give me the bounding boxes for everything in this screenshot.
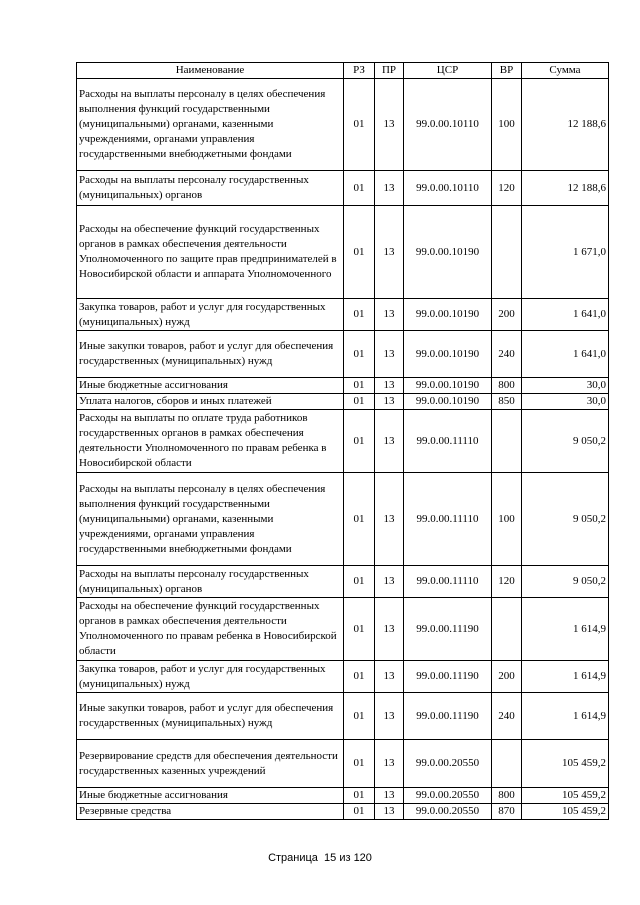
cell-rz: 01 (344, 788, 375, 804)
cell-vr (492, 410, 522, 473)
cell-rz: 01 (344, 473, 375, 566)
page-number: Страница 15 из 120 (268, 852, 372, 864)
cell-vr: 100 (492, 79, 522, 171)
cell-vr: 120 (492, 566, 522, 598)
cell-sum: 105 459,2 (522, 788, 609, 804)
table-row (77, 410, 609, 473)
cell-sum: 1 614,9 (522, 598, 609, 661)
cell-csr: 99.0.00.20550 (404, 788, 492, 804)
cell-name: Расходы на выплаты по оплате труда работников государственных органов в рамках обеспечения деятельности Уполномоченного по правам ребенка в Новосибирской области (77, 410, 344, 473)
cell-sum: 12 188,6 (522, 171, 609, 206)
cell-csr: 99.0.00.10190 (404, 378, 492, 394)
cell-rz: 01 (344, 206, 375, 299)
cell-sum: 9 050,2 (522, 566, 609, 598)
table-row (77, 788, 609, 804)
cell-name: Расходы на выплаты персоналу в целях обеспечения выполнения функций государственными (муниципальными) органами, казенными учреждениями, органами управления государственными внебюджетными фондами (77, 79, 344, 171)
cell-name: Уплата налогов, сборов и иных платежей (77, 394, 344, 410)
header-name: Наименование (77, 63, 344, 79)
cell-pr: 13 (375, 788, 404, 804)
cell-pr: 13 (375, 804, 404, 820)
cell-vr: 850 (492, 394, 522, 410)
cell-name: Расходы на выплаты персоналу государственных (муниципальных) органов (77, 566, 344, 598)
cell-pr: 13 (375, 171, 404, 206)
cell-pr: 13 (375, 206, 404, 299)
header-vr: ВР (492, 63, 522, 79)
cell-csr: 99.0.00.11110 (404, 473, 492, 566)
cell-name: Закупка товаров, работ и услуг для государственных (муниципальных) нужд (77, 661, 344, 693)
cell-rz: 01 (344, 299, 375, 331)
cell-pr: 13 (375, 299, 404, 331)
cell-vr: 200 (492, 661, 522, 693)
cell-csr: 99.0.00.20550 (404, 804, 492, 820)
cell-pr: 13 (375, 410, 404, 473)
cell-csr: 99.0.00.10190 (404, 206, 492, 299)
cell-name: Закупка товаров, работ и услуг для государственных (муниципальных) нужд (77, 299, 344, 331)
cell-sum: 1 614,9 (522, 693, 609, 740)
cell-sum: 105 459,2 (522, 804, 609, 820)
cell-name: Иные закупки товаров, работ и услуг для обеспечения государственных (муниципальных) нужд (77, 693, 344, 740)
cell-pr: 13 (375, 331, 404, 378)
header-csr: ЦСР (404, 63, 492, 79)
cell-vr: 800 (492, 788, 522, 804)
cell-sum: 30,0 (522, 394, 609, 410)
cell-rz: 01 (344, 378, 375, 394)
header-pr: ПР (375, 63, 404, 79)
cell-name: Расходы на обеспечение функций государственных органов в рамках обеспечения деятельности Уполномоченного по защите прав предпринимателей в Новосибирской области и аппарата Уполномоченного (77, 206, 344, 299)
table-row (77, 566, 609, 598)
cell-csr: 99.0.00.11190 (404, 693, 492, 740)
cell-csr: 99.0.00.10190 (404, 331, 492, 378)
cell-name: Расходы на выплаты персоналу государственных (муниципальных) органов (77, 171, 344, 206)
budget-table (76, 62, 609, 820)
cell-sum: 9 050,2 (522, 410, 609, 473)
cell-rz: 01 (344, 740, 375, 788)
cell-rz: 01 (344, 171, 375, 206)
cell-pr: 13 (375, 378, 404, 394)
cell-vr (492, 206, 522, 299)
cell-vr (492, 740, 522, 788)
cell-rz: 01 (344, 331, 375, 378)
cell-pr: 13 (375, 566, 404, 598)
cell-pr: 13 (375, 473, 404, 566)
cell-csr: 99.0.00.11190 (404, 598, 492, 661)
cell-csr: 99.0.00.10190 (404, 299, 492, 331)
cell-rz: 01 (344, 566, 375, 598)
cell-sum: 1 641,0 (522, 299, 609, 331)
cell-pr: 13 (375, 394, 404, 410)
cell-vr: 240 (492, 331, 522, 378)
cell-csr: 99.0.00.10110 (404, 79, 492, 171)
table-row (77, 598, 609, 661)
cell-name: Иные бюджетные ассигнования (77, 378, 344, 394)
cell-rz: 01 (344, 598, 375, 661)
cell-pr: 13 (375, 693, 404, 740)
cell-csr: 99.0.00.10190 (404, 394, 492, 410)
cell-rz: 01 (344, 693, 375, 740)
cell-sum: 12 188,6 (522, 79, 609, 171)
table-header-row (77, 63, 609, 79)
cell-sum: 1 671,0 (522, 206, 609, 299)
cell-vr (492, 598, 522, 661)
cell-vr: 800 (492, 378, 522, 394)
table-row (77, 331, 609, 378)
cell-csr: 99.0.00.11110 (404, 566, 492, 598)
cell-csr: 99.0.00.20550 (404, 740, 492, 788)
cell-rz: 01 (344, 394, 375, 410)
table-row (77, 473, 609, 566)
cell-csr: 99.0.00.11110 (404, 410, 492, 473)
cell-sum: 105 459,2 (522, 740, 609, 788)
table-row (77, 206, 609, 299)
cell-sum: 30,0 (522, 378, 609, 394)
cell-pr: 13 (375, 598, 404, 661)
cell-pr: 13 (375, 661, 404, 693)
cell-rz: 01 (344, 804, 375, 820)
table-row (77, 171, 609, 206)
table-row (77, 740, 609, 788)
cell-name: Иные бюджетные ассигнования (77, 788, 344, 804)
cell-csr: 99.0.00.10110 (404, 171, 492, 206)
cell-rz: 01 (344, 410, 375, 473)
cell-sum: 9 050,2 (522, 473, 609, 566)
table-row (77, 378, 609, 394)
cell-name: Резервирование средств для обеспечения деятельности государственных казенных учреждений (77, 740, 344, 788)
cell-pr: 13 (375, 740, 404, 788)
cell-vr: 870 (492, 804, 522, 820)
table-row (77, 79, 609, 171)
cell-name: Расходы на обеспечение функций государственных органов в рамках обеспечения деятельности Уполномоченного по правам ребенка в Новосибирской области (77, 598, 344, 661)
cell-vr: 200 (492, 299, 522, 331)
cell-name: Иные закупки товаров, работ и услуг для обеспечения государственных (муниципальных) нужд (77, 331, 344, 378)
cell-rz: 01 (344, 661, 375, 693)
table-row (77, 804, 609, 820)
cell-pr: 13 (375, 79, 404, 171)
cell-name: Расходы на выплаты персоналу в целях обеспечения выполнения функций государственными (муниципальными) органами, казенными учреждениями, органами управления государственными внебюджетными фондами (77, 473, 344, 566)
cell-rz: 01 (344, 79, 375, 171)
cell-sum: 1 641,0 (522, 331, 609, 378)
header-sum: Сумма (522, 63, 609, 79)
cell-vr: 100 (492, 473, 522, 566)
cell-sum: 1 614,9 (522, 661, 609, 693)
cell-csr: 99.0.00.11190 (404, 661, 492, 693)
cell-name: Резервные средства (77, 804, 344, 820)
cell-vr: 120 (492, 171, 522, 206)
header-rz: РЗ (344, 63, 375, 79)
table-row (77, 394, 609, 410)
table-row (77, 693, 609, 740)
table-row (77, 661, 609, 693)
table-row (77, 299, 609, 331)
cell-vr: 240 (492, 693, 522, 740)
